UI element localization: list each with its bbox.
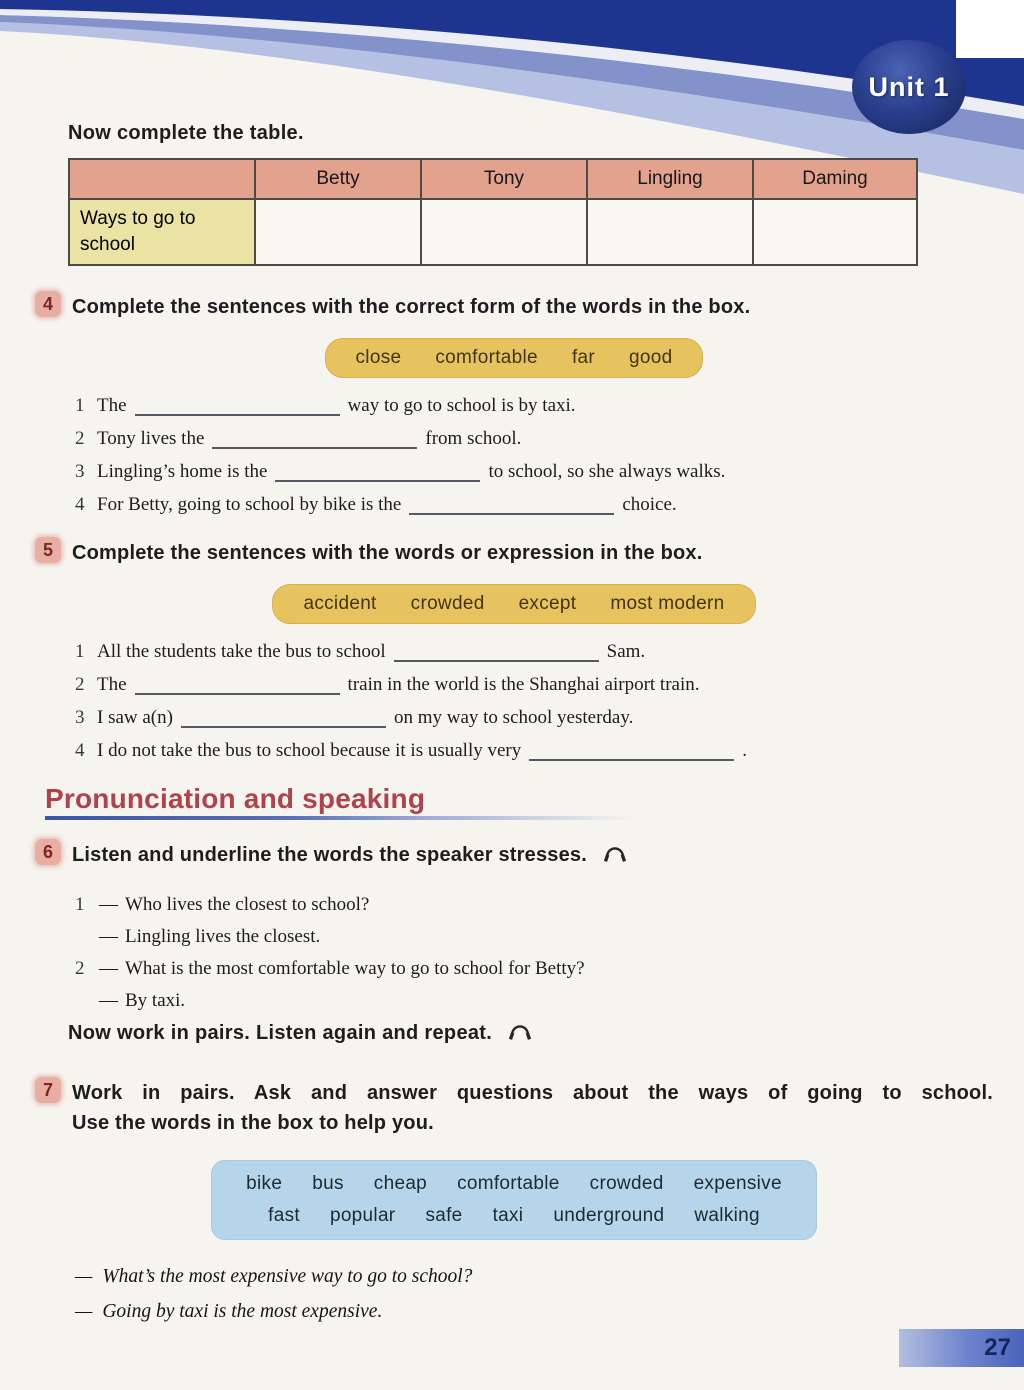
word: close: [355, 347, 402, 368]
exercise-number-badge: 5: [35, 537, 61, 563]
sentence-number: 3: [75, 707, 85, 728]
dialogue-text: What is the most comfortable way to go to school for Betty?: [125, 958, 585, 979]
exercise-number-badge: 6: [35, 839, 61, 865]
pairs-instruction: [68, 1018, 532, 1050]
exercise-5-title: Complete the sentences with the words or expression in the box.: [72, 542, 703, 564]
table-header-daming: Daming: [753, 159, 917, 199]
fill-in-blank: [181, 712, 386, 728]
word: comfortable: [435, 347, 538, 368]
example-text: What’s the most expensive way to go to school?: [102, 1266, 473, 1287]
table-cell: [753, 199, 917, 265]
sentence: [75, 708, 993, 728]
fill-in-blank: [409, 499, 614, 515]
ways-to-school-table: [68, 158, 918, 266]
dialogue-dash: —: [99, 990, 118, 1011]
sentence-text: to school, so she always walks.: [488, 461, 726, 482]
section-heading: Pronunciation and speaking: [45, 783, 426, 814]
row-header-ways: Ways to go to school: [69, 199, 255, 265]
word: most modern: [610, 593, 725, 614]
sentence-number: 2: [75, 674, 85, 695]
sentence: [75, 642, 993, 662]
exercise-number-badge: 4: [35, 291, 61, 317]
sentence-text: from school.: [425, 428, 522, 449]
word: except: [518, 593, 577, 614]
sentence-number: 1: [75, 641, 85, 662]
fill-in-blank: [212, 433, 417, 449]
section-pronunciation: [45, 783, 665, 820]
sentence-number: 3: [75, 461, 85, 482]
dialogue-number: 1: [75, 894, 85, 915]
sentence: [75, 429, 993, 449]
dialogue-text: Lingling lives the closest.: [125, 926, 321, 947]
table-instruction: Now complete the table.: [68, 122, 304, 144]
word: popular: [329, 1205, 396, 1226]
table-header-empty: [69, 159, 255, 199]
example-line: [75, 1301, 993, 1323]
dialogue-dash: —: [99, 958, 118, 979]
exercise-4-title: Complete the sentences with the correct form of the words in the box.: [72, 296, 751, 318]
fill-in-blank: [275, 466, 480, 482]
table-cell: [421, 199, 587, 265]
sentence-text: All the students take the bus to school: [97, 641, 386, 662]
table-cell: [255, 199, 421, 265]
sentence-text: train in the world is the Shanghai airport train.: [347, 674, 700, 695]
dialogue-number: 2: [75, 958, 85, 979]
word: expensive: [693, 1173, 782, 1194]
dialogue-text: By taxi.: [125, 990, 186, 1011]
headphones-icon: [508, 1018, 532, 1050]
sentence-text: I do not take the bus to school because it is usually very: [97, 740, 522, 761]
sentence-text: on my way to school yesterday.: [393, 707, 634, 728]
dialogue-line: [75, 895, 993, 915]
sentence-text: For Betty, going to school by bike is the: [97, 494, 402, 515]
word: walking: [694, 1205, 760, 1226]
word: accident: [303, 593, 377, 614]
word-box-gold: [325, 338, 704, 378]
sentence-text: Tony lives the: [97, 428, 205, 449]
word: safe: [425, 1205, 463, 1226]
sentence-number: 4: [75, 740, 85, 761]
fill-in-blank: [135, 400, 340, 416]
sentence-text: Lingling’s home is the: [97, 461, 268, 482]
sentence: [75, 495, 993, 515]
word: far: [571, 347, 596, 368]
sentence-text: The: [97, 395, 127, 416]
exercise-7-title-line1: Work in pairs. Ask and answer questions about the ways of going to school.: [72, 1082, 993, 1104]
exercise-6: [35, 840, 993, 1023]
table-header-lingling: Lingling: [587, 159, 753, 199]
table-row: [69, 199, 917, 265]
word: crowded: [410, 593, 485, 614]
dialogue-line: [75, 991, 993, 1011]
exercise-6-title: [72, 840, 627, 875]
sentence-number: 1: [75, 395, 85, 416]
sentence: [75, 675, 993, 695]
pairs-instruction-text: Now work in pairs. Listen again and repeat.: [68, 1022, 493, 1044]
word: fast: [268, 1205, 300, 1226]
sentence-text: way to go to school is by taxi.: [347, 395, 576, 416]
example-text: Going by taxi is the most expensive.: [102, 1301, 383, 1322]
sentence-number: 2: [75, 428, 85, 449]
dialogue-line: [75, 959, 993, 979]
page-number: 27: [984, 1334, 1011, 1361]
dialogue-number: [75, 991, 99, 1011]
dialogue-dash: —: [99, 894, 118, 915]
example-dash: —: [75, 1301, 93, 1322]
table-header-tony: Tony: [421, 159, 587, 199]
sentence-number: 4: [75, 494, 85, 515]
word: taxi: [492, 1205, 524, 1226]
word: good: [629, 347, 673, 368]
dialogue-line: [75, 927, 993, 947]
fill-in-blank: [394, 646, 599, 662]
exercise-4: [35, 292, 993, 528]
sentence-text: choice.: [622, 494, 677, 515]
sentence: [75, 396, 993, 416]
sentence-text: The: [97, 674, 127, 695]
word: crowded: [589, 1173, 664, 1194]
exercise-7: [35, 1078, 993, 1336]
exercise-7-title-line2: Use the words in the box to help you.: [72, 1112, 434, 1134]
sentence-text: I saw a(n): [97, 707, 173, 728]
word: bus: [312, 1173, 344, 1194]
word-box-blue: [211, 1160, 817, 1240]
fill-in-blank: [135, 679, 340, 695]
table-header-row: [69, 159, 917, 199]
unit-badge: Unit 1: [852, 40, 966, 134]
sentence-text: Sam.: [606, 641, 646, 662]
word: cheap: [373, 1173, 428, 1194]
sentence: [75, 462, 993, 482]
word: bike: [246, 1173, 283, 1194]
sentence: [75, 741, 993, 761]
headphones-icon: [603, 840, 627, 875]
word-box-gold: [272, 584, 755, 624]
word: comfortable: [457, 1173, 560, 1194]
table-header-betty: Betty: [255, 159, 421, 199]
example-dash: —: [75, 1266, 93, 1287]
fill-in-blank: [529, 745, 734, 761]
example-line: [75, 1266, 993, 1288]
dialogue-dash: —: [99, 926, 118, 947]
dialogue-number: [75, 927, 99, 947]
section-underline: [45, 816, 665, 820]
exercise-6-title-text: Listen and underline the words the speaker stresses.: [72, 844, 588, 866]
exercise-5: [35, 538, 993, 774]
exercise-number-badge: 7: [35, 1077, 61, 1103]
word: underground: [553, 1205, 665, 1226]
page-number-bar: [899, 1329, 1024, 1367]
table-cell: [587, 199, 753, 265]
sentence-text: .: [742, 740, 747, 761]
dialogue-text: Who lives the closest to school?: [125, 894, 370, 915]
